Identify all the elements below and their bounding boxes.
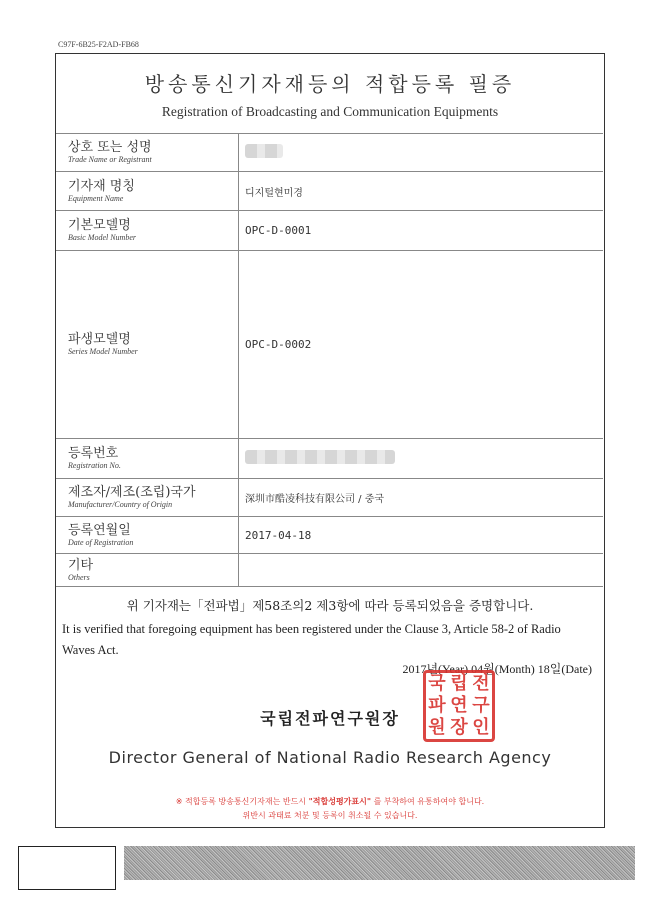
footer-blank-box [18, 846, 116, 890]
label-korean: 등록번호 [68, 446, 119, 461]
label-english: Equipment Name [68, 193, 124, 203]
registration-date-value: 2017-04-18 [239, 517, 604, 554]
issue-date: 2017년(Year) 04월(Month) 18일(Date) [402, 662, 592, 676]
label-korean: 등록연월일 [68, 522, 131, 538]
document-id: C97F-6B25-F2AD-FB68 [58, 40, 139, 49]
director-english: Director General of National Radio Research Agency [108, 748, 552, 767]
seal-char: 연 [450, 695, 468, 716]
seal-char: 국 [428, 673, 446, 694]
seal-char: 원 [428, 717, 446, 738]
row-basic-model [56, 211, 603, 251]
redacted-trade-name [245, 144, 283, 158]
label-korean: 상호 또는 성명 [68, 140, 152, 155]
certification-english: It is verified that foregoing equipment has been registered under the Clause 3, Article 58-2 of Radio Waves Act. [62, 622, 561, 657]
notice-line-1 [56, 795, 604, 809]
row-series-model [56, 251, 603, 439]
label-english: Series Model Number [68, 347, 138, 356]
title-english: Registration of Broadcasting and Communication Equipments [161, 104, 499, 119]
seal-char: 파 [428, 695, 446, 716]
label-english: Registration No. [68, 461, 121, 470]
label-english: Manufacturer/Country of Origin [68, 500, 173, 509]
equipment-name-value: 디지털현미경 [245, 187, 303, 199]
notice-emphasis: "적합성평가표시" [308, 797, 372, 806]
basic-model-value: OPC-D-0001 [239, 211, 604, 251]
label-english: Basic Model Number [68, 233, 136, 242]
footer-barcode [124, 846, 635, 880]
seal-char: 구 [472, 695, 490, 716]
notice-line-2: 위반시 과태료 처분 및 등록이 취소될 수 있습니다. [242, 811, 418, 820]
row-trade-name [56, 134, 603, 172]
certificate-frame [55, 53, 605, 828]
row-others [56, 554, 603, 587]
row-manufacturer [56, 479, 603, 517]
label-korean: 기타 [68, 557, 94, 573]
notice-text: 를 부착하여 유통하여야 합니다. [373, 797, 485, 806]
seal-char: 인 [472, 717, 490, 738]
seal-char: 립 [450, 673, 468, 694]
label-english: Trade Name or Registrant [68, 155, 152, 164]
row-registration-date [56, 517, 603, 554]
series-model-value: OPC-D-0002 [239, 251, 604, 439]
title-korean: 방송통신기자재등의 적합등록 필증 [144, 72, 516, 96]
seal-char: 전 [472, 673, 490, 694]
notice [56, 795, 604, 823]
others-value [239, 554, 604, 587]
redacted-registration-no [245, 450, 395, 464]
label-korean: 기본모델명 [68, 218, 131, 233]
label-korean: 기자재 명칭 [68, 178, 135, 194]
label-korean: 제조자/제조(조립)국가 [68, 485, 196, 500]
notice-text: ※ 적합등록 방송통신기자재는 반드시 [175, 797, 307, 806]
label-korean: 파생모델명 [68, 332, 131, 347]
label-english: Others [68, 572, 90, 582]
registration-table [56, 133, 603, 587]
director-korean: 국립전파연구원장 [260, 709, 400, 728]
seal-char: 장 [450, 717, 468, 738]
row-equipment-name [56, 172, 603, 211]
label-english: Date of Registration [68, 537, 134, 547]
row-registration-no [56, 439, 603, 479]
manufacturer-value: 深圳市酷凌科技有限公司 / 중국 [245, 494, 385, 505]
certification-korean: 위 기자재는「전파법」제58조의2 제3항에 따라 등록되었음을 증명합니다. [126, 598, 534, 613]
